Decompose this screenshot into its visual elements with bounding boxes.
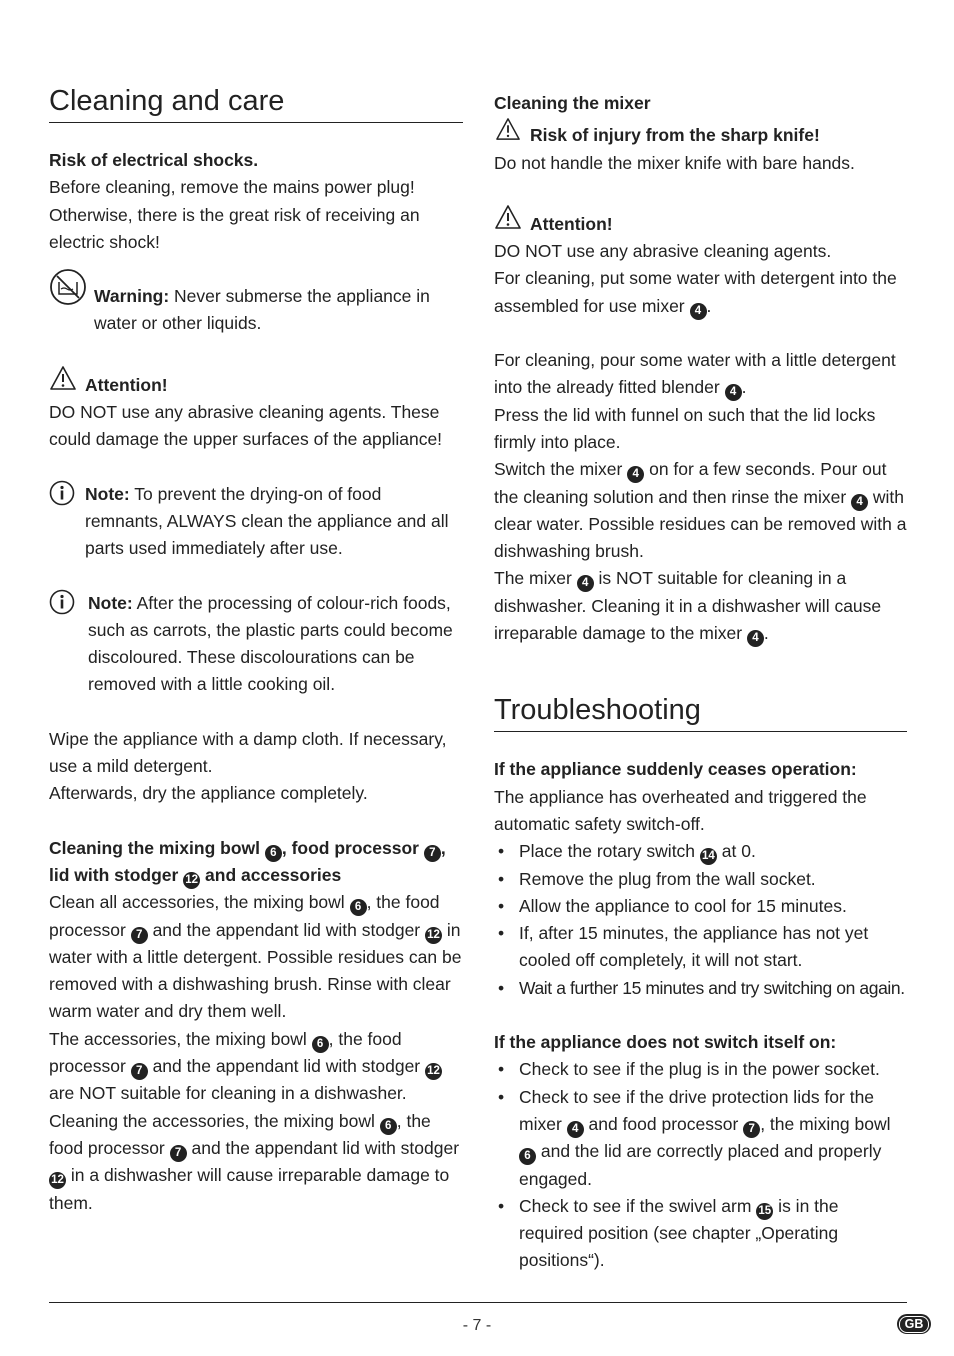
ts1-heading: If the appliance suddenly ceases operation: [494, 759, 857, 780]
list-item: • Check to see if the plug is in the power socket. [494, 1056, 907, 1083]
left-column [49, 82, 463, 1217]
attention-label-right: Attention! [530, 213, 613, 234]
footer-divider [49, 1302, 907, 1303]
bowl-heading: Cleaning the mixing bowl 6 , food processor 7 , lid with stodger 12 and accessories [49, 835, 463, 890]
ts2-list [494, 1056, 907, 1274]
note2-text: After the processing of colour-rich foods, such as carrots, the plastic parts could become discoloured. These discolourations can be removed with a little cooking oil. [88, 592, 453, 695]
part-number-4: 4 [627, 466, 644, 483]
bowl-paragraph-2: The accessories, the mixing bowl 6 , the food processor 7 and the appendant lid with stodger 12 are NOT suitable for cleaning in a dishwasher. Cleaning the accessories, the mixing bowl 6 , the food processor 7 and the appendant lid with stodger 12 in a dishwasher will cause irreparable damage to them. [49, 1028, 460, 1213]
page-number: - 7 - [462, 1317, 492, 1334]
clean-paragraph-1: For cleaning, put some water with detergent into the assembled for use mixer 4 . [494, 265, 907, 320]
clean-paragraph-2: For cleaning, pour some water with a little detergent into the already fitted blender 4 . [494, 347, 907, 402]
note1-label: Note: [85, 483, 130, 504]
part-number-6: 6 [265, 845, 282, 862]
attention-label: Attention! [85, 374, 168, 395]
ts2-heading: If the appliance does not switch itself on: [494, 1032, 837, 1053]
part-number-4: 4 [577, 575, 594, 592]
part-number-6: 6 [312, 1036, 329, 1053]
note-block-1 [49, 481, 463, 563]
section-title-troubleshooting: Troubleshooting [494, 691, 907, 732]
part-number-6: 6 [519, 1148, 536, 1165]
knife-warning-row [494, 117, 907, 149]
part-number-7: 7 [743, 1121, 760, 1138]
part-number-4: 4 [851, 494, 868, 511]
part-number-4: 4 [690, 303, 707, 320]
warning-triangle-icon [494, 117, 522, 149]
part-number-6: 6 [380, 1118, 397, 1135]
part-number-12: 12 [425, 927, 442, 944]
note1-text: To prevent the drying-on of food remnants, ALWAYS clean the appliance and all parts used immediately after use. [85, 483, 449, 559]
note-block-2 [49, 590, 463, 699]
warning-label: Warning: [94, 286, 170, 307]
attention-row-right [494, 204, 907, 238]
info-icon [49, 589, 75, 623]
part-number-14: 14 [700, 848, 717, 865]
list-item: • Remove the plug from the wall socket. [494, 866, 907, 893]
language-code: GB [899, 1316, 929, 1333]
part-number-7: 7 [170, 1145, 187, 1162]
warning-block [49, 270, 463, 338]
section-title-cleaning: Cleaning and care [49, 82, 463, 123]
right-column [494, 90, 907, 1275]
warning-triangle-icon [49, 365, 77, 399]
part-number-12: 12 [183, 872, 200, 889]
shock-heading: Risk of electrical shocks. [49, 150, 259, 170]
list-item: • Place the rotary switch 14 at 0. [494, 838, 907, 865]
part-number-7: 7 [424, 845, 441, 862]
press-text: Press the lid with funnel on such that the lid locks firmly into place. [494, 404, 876, 452]
shock-text: Before cleaning, remove the mains power plug! Otherwise, there is the great risk of receiving an electric shock! [49, 177, 420, 252]
dry-text: Afterwards, dry the appliance completely. [49, 783, 368, 804]
list-item: • Wait a further 15 minutes and try switching on again. [494, 975, 907, 1002]
part-number-4: 4 [567, 1121, 584, 1138]
attention-row [49, 365, 463, 399]
knife-warning: Risk of injury from the sharp knife! [530, 125, 820, 146]
warning-text: Never submerse the appliance in water or other liquids. [94, 286, 430, 334]
part-number-4: 4 [747, 630, 764, 647]
knife-text: Do not handle the mixer knife with bare hands. [494, 152, 855, 173]
attention-text-right: DO NOT use any abrasive cleaning agents. [494, 241, 832, 262]
part-number-6: 6 [350, 899, 367, 916]
part-number-12: 12 [425, 1063, 442, 1080]
no-immerse-icon [49, 268, 87, 314]
part-number-12: 12 [49, 1172, 66, 1189]
list-item: • Check to see if the drive protection lids for the mixer 4 and food processor 7 , the mixing bowl 6 and the lid are correctly placed and properly engaged. [494, 1084, 907, 1193]
list-item: • Allow the appliance to cool for 15 minutes. [494, 893, 907, 920]
part-number-7: 7 [131, 927, 148, 944]
list-item: • If, after 15 minutes, the appliance has not yet cooled off completely, it will not start. [494, 920, 907, 975]
wipe-text: Wipe the appliance with a damp cloth. If necessary, use a mild detergent. [49, 728, 447, 777]
ts1-list [494, 838, 907, 1002]
info-icon [49, 480, 75, 514]
list-item: • Check to see if the swivel arm 15 is in the required position (see chapter „Operating positions“). [494, 1193, 907, 1275]
warning-triangle-icon [494, 204, 522, 238]
attention-text: DO NOT use any abrasive cleaning agents. These could damage the upper surfaces of the appliance! [49, 402, 443, 450]
switch-paragraph: Switch the mixer 4 on for a few seconds. Pour out the cleaning solution and then rinse the mixer 4 with clear water. Possible residues can be removed with a dishwashing brush. [494, 459, 907, 562]
bowl-paragraph-1: Clean all accessories, the mixing bowl 6 , the food processor 7 and the appendant lid with stodger 12 in water with a little detergent. Possible residues can be removed with a dishwashing brush. Rinse with clear warm water and dry them well. [49, 892, 462, 1022]
mixer-heading: Cleaning the mixer [494, 93, 651, 113]
language-badge [897, 1314, 931, 1334]
ts1-text: The appliance has overheated and triggered the automatic safety switch-off. [494, 786, 867, 834]
mixer-dishwasher-paragraph: The mixer 4 is NOT suitable for cleaning in a dishwasher. Cleaning it in a dishwasher will cause irreparable damage to the mixer 4 . [494, 565, 907, 647]
part-number-15: 15 [756, 1203, 773, 1220]
part-number-4: 4 [725, 384, 742, 401]
note2-label: Note: [88, 592, 133, 613]
part-number-7: 7 [131, 1063, 148, 1080]
